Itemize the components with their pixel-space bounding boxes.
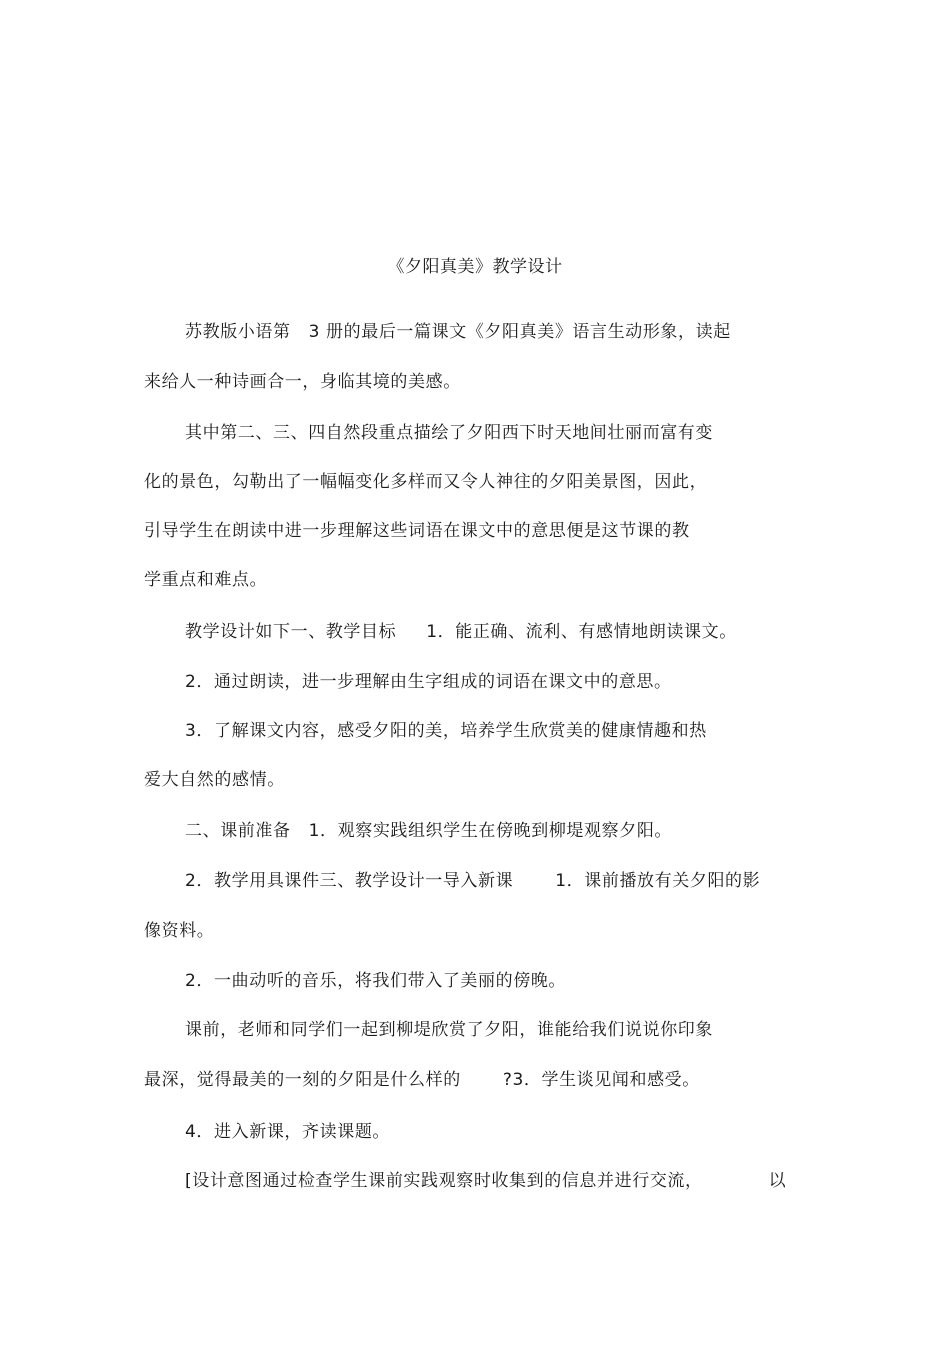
paragraph-line: 学重点和难点。 bbox=[144, 570, 268, 590]
paragraph-line: 4．进入新课，齐读课题。 bbox=[185, 1122, 391, 1142]
paragraph-line: 教学设计如下一、教学目标 1．能正确、流利、有感情地朗读课文。 bbox=[185, 622, 737, 642]
paragraph-line: 2．教学用具课件三、教学设计一导入新课 1．课前播放有关夕阳的影 bbox=[185, 871, 761, 891]
paragraph-line: 引导学生在朗读中进一步理解这些词语在课文中的意思便是这节课的教 bbox=[144, 521, 690, 541]
paragraph-line: 二、课前准备 1．观察实践组织学生在傍晚到柳堤观察夕阳。 bbox=[185, 821, 673, 841]
paragraph-line: 最深，觉得最美的一刻的夕阳是什么样的 ?3．学生谈见闻和感受。 bbox=[144, 1070, 700, 1090]
paragraph-line: 爱大自然的感情。 bbox=[144, 770, 285, 790]
paragraph-line: [设计意图通过检查学生课前实践观察时收集到的信息并进行交流， 以 bbox=[185, 1171, 787, 1191]
paragraph-line: 来给人一种诗画合一，身临其境的美感。 bbox=[144, 372, 461, 392]
paragraph-line: 2．通过朗读，进一步理解由生字组成的词语在课文中的意思。 bbox=[185, 672, 672, 692]
paragraph-line: 3．了解课文内容，感受夕阳的美，培养学生欣赏美的健康情趣和热 bbox=[185, 721, 707, 741]
document-title: 《夕阳真美》教学设计 bbox=[387, 257, 563, 277]
paragraph-line: 化的景色，勾勒出了一幅幅变化多样而又令人神往的夕阳美景图，因此， bbox=[144, 472, 708, 492]
paragraph-line: 苏教版小语第 3 册的最后一篇课文《夕阳真美》语言生动形象，读起 bbox=[185, 322, 731, 342]
paragraph-line: 其中第二、三、四自然段重点描绘了夕阳西下时天地间壮丽而富有变 bbox=[185, 423, 713, 443]
paragraph-line: 像资料。 bbox=[144, 921, 215, 941]
paragraph-line: 2．一曲动听的音乐，将我们带入了美丽的傍晚。 bbox=[185, 971, 567, 991]
paragraph-line: 课前，老师和同学们一起到柳堤欣赏了夕阳，谁能给我们说说你印象 bbox=[185, 1020, 713, 1040]
